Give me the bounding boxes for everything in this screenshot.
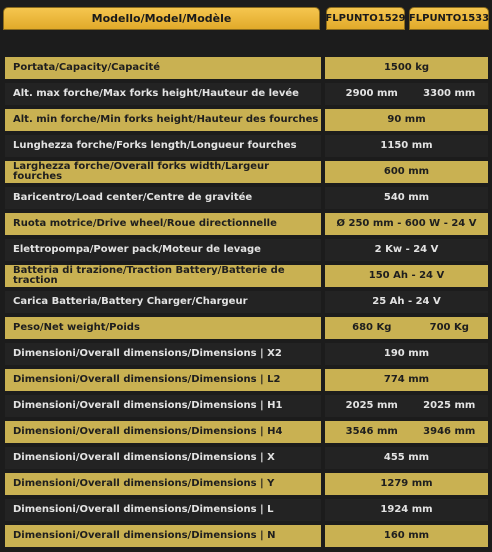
table-row — [0, 263, 492, 289]
spec-table — [0, 55, 492, 549]
spec-value: 1150 mm — [325, 135, 488, 157]
table-row — [0, 159, 492, 185]
spec-value-model-2: 3300 mm — [423, 88, 476, 99]
spec-label: Batteria di trazione/Traction Battery/Batterie de traction — [5, 265, 321, 287]
spec-value: 90 mm — [325, 109, 488, 131]
spec-value: 455 mm — [325, 447, 488, 469]
spec-label: Dimensioni/Overall dimensions/Dimensions | X2 — [5, 343, 321, 365]
spec-value: 25 Ah - 24 V — [325, 291, 488, 313]
table-row — [0, 237, 492, 263]
spec-label: Lunghezza forche/Forks length/Longueur fourches — [5, 135, 321, 157]
model-header-flpunto1533: FLPUNTO1533 — [409, 7, 489, 30]
spec-value: 150 Ah - 24 V — [325, 265, 488, 287]
spec-value: Ø 250 mm - 600 W - 24 V — [325, 213, 488, 235]
table-row — [0, 367, 492, 393]
spec-label: Carica Batteria/Battery Charger/Chargeur — [5, 291, 321, 313]
spec-value: 1279 mm — [325, 473, 488, 495]
table-row — [0, 289, 492, 315]
table-row — [0, 393, 492, 419]
spec-label: Dimensioni/Overall dimensions/Dimensions | H4 — [5, 421, 321, 443]
spec-value: 600 mm — [325, 161, 488, 183]
spec-value: 190 mm — [325, 343, 488, 365]
spec-label: Dimensioni/Overall dimensions/Dimensions | X — [5, 447, 321, 469]
spec-label: Peso/Net weight/Poids — [5, 317, 321, 339]
spec-value-model-1: 3546 mm — [345, 426, 398, 437]
spec-label: Alt. max forche/Max forks height/Hauteur de levée — [5, 83, 321, 105]
table-row — [0, 133, 492, 159]
spec-label: Larghezza forche/Overall forks width/Largeur fourches — [5, 161, 321, 183]
spec-value-model-1: 2900 mm — [345, 88, 398, 99]
spec-value: 1924 mm — [325, 499, 488, 521]
spec-label: Dimensioni/Overall dimensions/Dimensions | Y — [5, 473, 321, 495]
table-row — [0, 107, 492, 133]
spec-label: Dimensioni/Overall dimensions/Dimensions | N — [5, 525, 321, 547]
model-header-label: Modello/Model/Modèle — [3, 7, 320, 30]
spec-label: Portata/Capacity/Capacité — [5, 57, 321, 79]
table-row — [0, 497, 492, 523]
spec-label: Elettropompa/Power pack/Moteur de levage — [5, 239, 321, 261]
spec-value-model-2: 2025 mm — [423, 400, 476, 411]
spec-label: Dimensioni/Overall dimensions/Dimensions | H1 — [5, 395, 321, 417]
table-row — [0, 419, 492, 445]
spec-value — [325, 317, 488, 339]
model-header-flpunto1529: FLPUNTO1529 — [326, 7, 405, 30]
spec-label: Dimensioni/Overall dimensions/Dimensions | L2 — [5, 369, 321, 391]
table-row — [0, 471, 492, 497]
spec-label: Baricentro/Load center/Centre de gravitée — [5, 187, 321, 209]
table-row — [0, 341, 492, 367]
spec-value-model-1: 2025 mm — [345, 400, 398, 411]
spec-value-model-2: 3946 mm — [423, 426, 476, 437]
spec-value: 774 mm — [325, 369, 488, 391]
table-row — [0, 185, 492, 211]
table-row — [0, 81, 492, 107]
header-spacer — [0, 30, 492, 55]
spec-value: 2 Kw - 24 V — [325, 239, 488, 261]
spec-value — [325, 421, 488, 443]
spec-value — [325, 395, 488, 417]
spec-value-model-2: 700 Kg — [429, 322, 469, 333]
spec-value: 1500 kg — [325, 57, 488, 79]
spec-label: Ruota motrice/Drive wheel/Roue directionnelle — [5, 213, 321, 235]
spec-label: Dimensioni/Overall dimensions/Dimensions | L — [5, 499, 321, 521]
table-row — [0, 55, 492, 81]
table-row — [0, 445, 492, 471]
spec-value: 160 mm — [325, 525, 488, 547]
spec-label: Alt. min forche/Min forks height/Hauteur des fourches — [5, 109, 321, 131]
spec-value: 540 mm — [325, 187, 488, 209]
spec-value — [325, 83, 488, 105]
spec-value-model-1: 680 Kg — [352, 322, 392, 333]
table-row — [0, 523, 492, 549]
table-row — [0, 211, 492, 237]
table-row — [0, 315, 492, 341]
